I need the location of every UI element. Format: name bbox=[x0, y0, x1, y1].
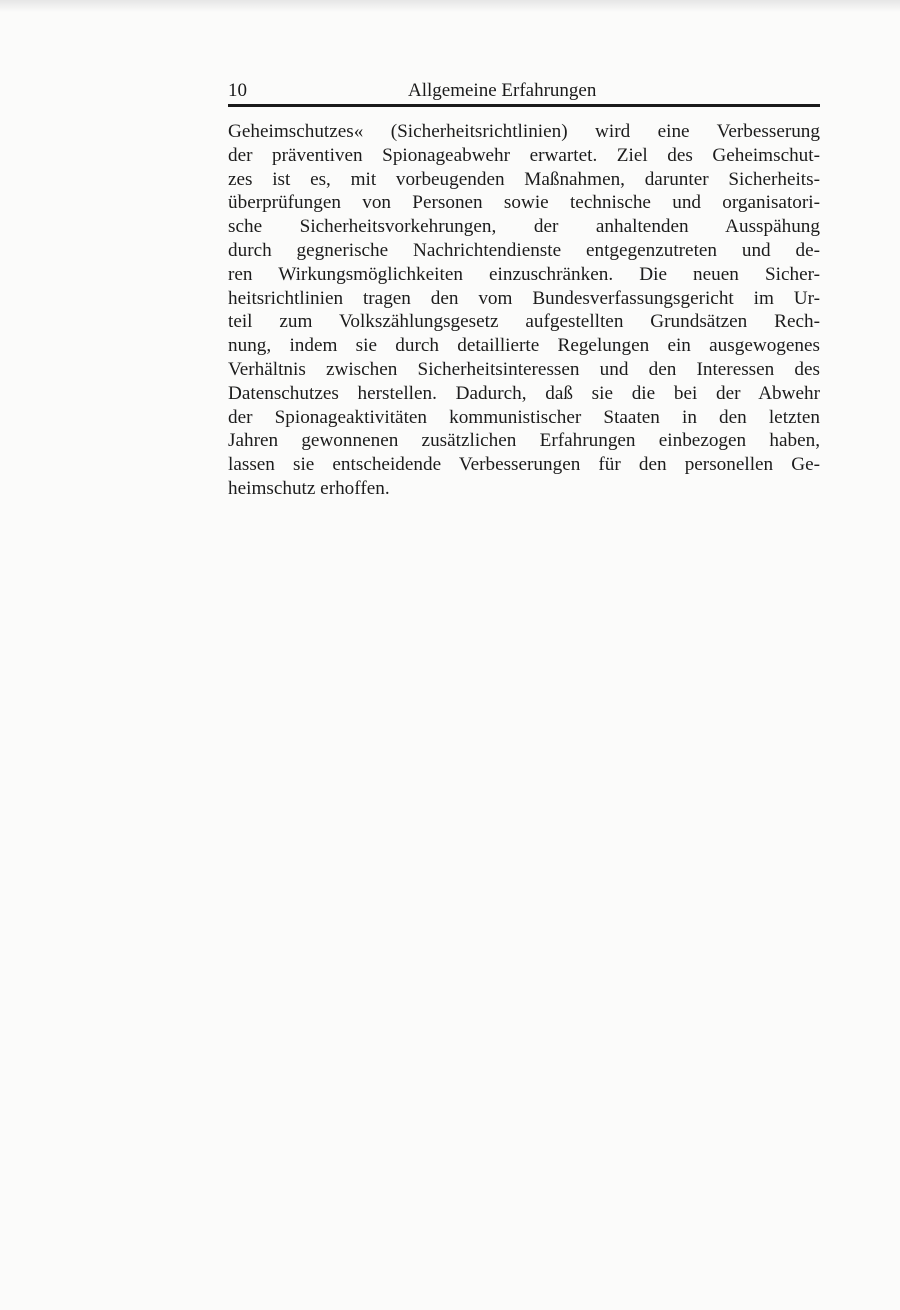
page-header bbox=[228, 80, 818, 106]
text-line: sche Sicherheitsvorkehrungen, der anhaltenden Ausspähung bbox=[228, 216, 820, 238]
scan-top-edge bbox=[0, 0, 900, 12]
text-line: der präventiven Spionageabwehr erwartet. Ziel des Geheimschut- bbox=[228, 144, 820, 166]
header-rule bbox=[228, 104, 820, 107]
page-number: 10 bbox=[228, 80, 247, 101]
text-line: zes ist es, mit vorbeugenden Maßnahmen, darunter Sicherheits- bbox=[228, 168, 820, 190]
text-line: lassen sie entscheidende Verbesserungen für den personellen Ge- bbox=[228, 454, 820, 476]
text-line: Geheimschutzes« (Sicherheitsrichtlinien) wird eine Verbesserung bbox=[228, 121, 820, 142]
running-title: Allgemeine Erfahrungen bbox=[408, 80, 597, 101]
text-line: durch gegnerische Nachrichtendienste entgegenzutreten und de- bbox=[228, 239, 820, 261]
text-line: teil zum Volkszählungsgesetz aufgestellten Grundsätzen Rech- bbox=[228, 311, 820, 333]
text-line: Datenschutzes herstellen. Dadurch, daß sie die bei der Abwehr bbox=[228, 382, 820, 404]
text-line: der Spionageaktivitäten kommunistischer Staaten in den letzten bbox=[228, 406, 820, 428]
text-line: nung, indem sie durch detaillierte Regelungen ein ausgewogenes bbox=[228, 335, 820, 357]
text-line: überprüfungen von Personen sowie technische und organisatori- bbox=[228, 192, 820, 214]
text-line: Verhältnis zwischen Sicherheitsinteressen und den Interessen des bbox=[228, 358, 820, 380]
body-paragraph bbox=[228, 120, 820, 501]
text-line: Jahren gewonnenen zusätzlichen Erfahrungen einbezogen haben, bbox=[228, 430, 820, 452]
text-line: ren Wirkungsmöglichkeiten einzuschränken. Die neuen Sicher- bbox=[228, 263, 820, 285]
text-line: heimschutz erhoffen. bbox=[228, 477, 390, 499]
text-line: heitsrichtlinien tragen den vom Bundesverfassungsgericht im Ur- bbox=[228, 287, 820, 309]
